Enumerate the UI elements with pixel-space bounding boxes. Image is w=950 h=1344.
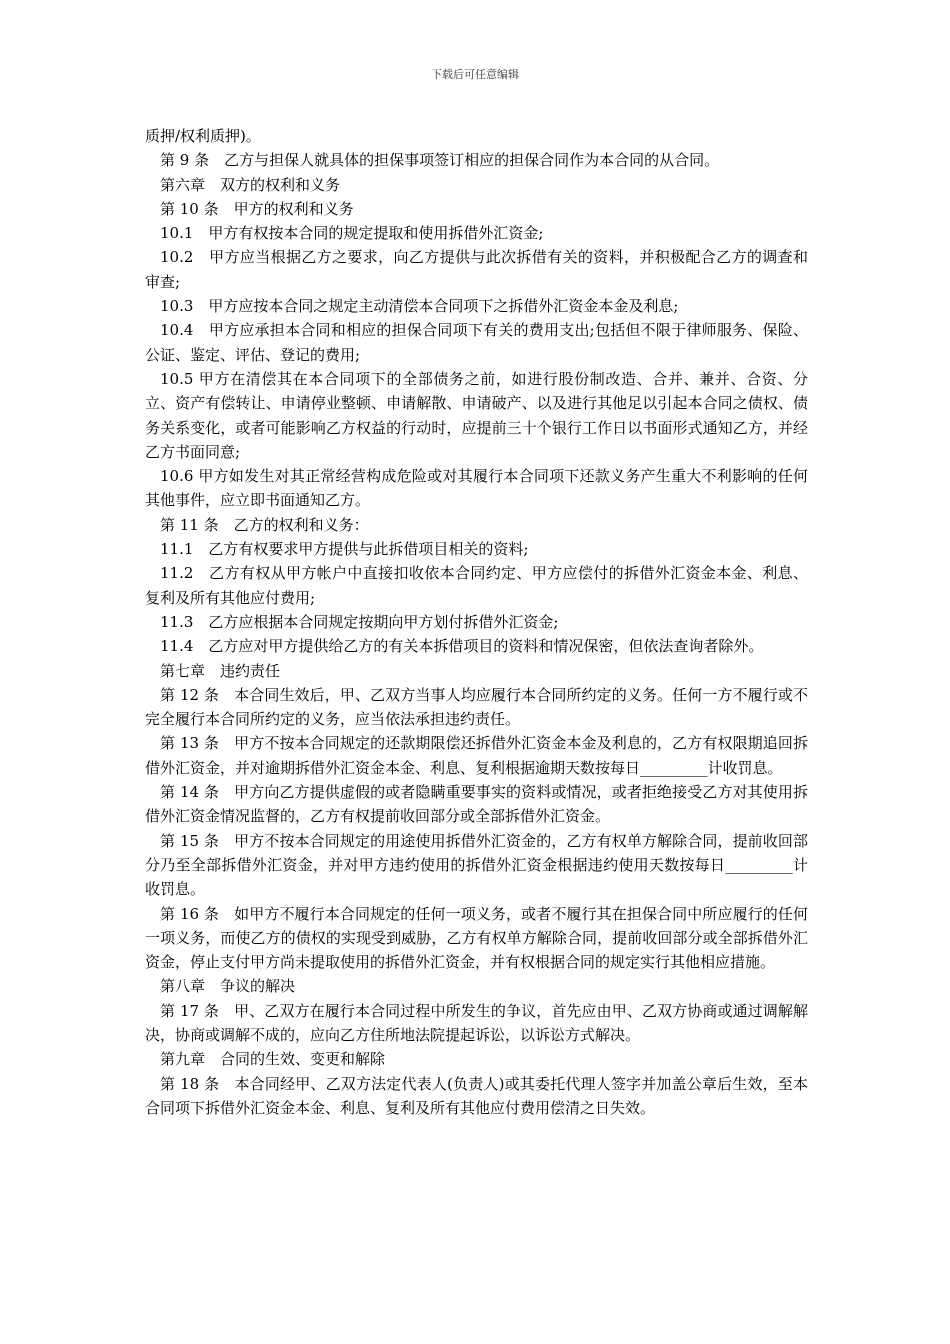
paragraph: 第九章 合同的生效、变更和解除	[160, 1050, 386, 1069]
paragraph: 10.3 甲方应按本合同之规定主动清偿本合同项下之拆借外汇资金本金及利息;	[160, 297, 679, 316]
paragraph: 第 14 条 甲方向乙方提供虚假的或者隐瞒重要事实的资料或情况，或者拒绝接受乙方对其使用拆借外汇资金情况监督的，乙方有权提前收回部分或全部拆借外汇资金。	[145, 783, 808, 826]
paragraph: 10.1 甲方有权按本合同的规定提取和使用拆借外汇资金;	[160, 224, 544, 243]
paragraph: 第 17 条 甲、乙双方在履行本合同过程中所发生的争议，首先应由甲、乙双方协商或通过调解解决，协商或调解不成的，应向乙方住所地法院提起诉讼，以诉讼方式解决。	[145, 1001, 808, 1044]
paragraph: 10.6 甲方如发生对其正常经营构成危险或对其履行本合同项下还款义务产生重大不利影响的任何其他事件，应立即书面通知乙方。	[145, 467, 808, 510]
paragraph: 第 16 条 如甲方不履行本合同规定的任何一项义务，或者不履行其在担保合同中所应履行的任何一项义务，而使乙方的债权的实现受到威胁，乙方有权单方解除合同，提前收回部分或全部拆借外汇资金，停止支付甲方尚未提取使用的拆借外汇资金，并有权根据合同的规定实行其他相应措施。	[145, 904, 808, 972]
paragraph: 第 18 条 本合同经甲、乙双方法定代表人(负责人)或其委托代理人签字并加盖公章后生效，至本合同项下拆借外汇资金本金、利息、复利及所有其他应付费用偿清之日失效。	[145, 1074, 808, 1117]
paragraph: 第六章 双方的权利和义务	[160, 175, 341, 194]
paragraph: 11.2 乙方有权从甲方帐户中直接扣收依本合同约定、甲方应偿付的拆借外汇资金本金、利息、复利及所有其他应付费用;	[145, 564, 808, 607]
paragraph: 11.4 乙方应对甲方提供给乙方的有关本拆借项目的资料和情况保密，但依法查询者除外。	[160, 637, 764, 656]
paragraph: 10.4 甲方应承担本合同和相应的担保合同项下有关的费用支出;包括但不限于律师服务、保险、公证、鉴定、评估、登记的费用;	[145, 321, 808, 364]
paragraph: 第七章 违约责任	[160, 661, 281, 680]
page-header: 下载后可任意编辑	[431, 68, 519, 81]
paragraph: 第 13 条 甲方不按本合同规定的还款期限偿还拆借外汇资金本金及利息的，乙方有权限期追回拆借外汇资金，并对逾期拆借外汇资金本金、利息、复利根据逾期天数按每日_________计收罚息。	[145, 734, 808, 777]
paragraph: 第 11 条 乙方的权利和义务：	[160, 515, 369, 534]
document-body	[145, 124, 808, 1120]
paragraph: 质押/权利质押)。	[145, 127, 261, 145]
paragraph: 第 15 条 甲方不按本合同规定的用途使用拆借外汇资金的，乙方有权单方解除合同，提前收回部分乃至全部拆借外汇资金，并对甲方违约使用的拆借外汇资金根据违约使用天数按每日_________计收罚息。	[145, 831, 808, 899]
paragraph: 第 10 条 甲方的权利和义务	[160, 199, 354, 218]
paragraph: 第 12 条 本合同生效后，甲、乙双方当事人均应履行本合同所约定的义务。任何一方不履行或不完全履行本合同所约定的义务，应当依法承担违约责任。	[145, 685, 808, 729]
paragraph: 11.1 乙方有权要求甲方提供与此拆借项目相关的资料;	[160, 540, 529, 559]
paragraph: 10.5 甲方在清偿其在本合同项下的全部债务之前，如进行股份制改造、合并、兼并、合资、分立、资产有偿转让、申请停业整顿、申请解散、申请破产、以及进行其他足以引起本合同之债权、债务关系变化，或者可能影响乙方权益的行动时，应提前三十个银行工作日以书面形式通知乙方，并经乙方书面同意;	[145, 369, 808, 461]
paragraph: 第 9 条 乙方与担保人就具体的担保事项签订相应的担保合同作为本合同的从合同。	[160, 151, 720, 170]
paragraph: 11.3 乙方应根据本合同规定按期向甲方划付拆借外汇资金;	[160, 612, 559, 631]
paragraph: 10.2 甲方应当根据乙方之要求，向乙方提供与此次拆借有关的资料，并积极配合乙方的调查和审查;	[145, 248, 808, 291]
paragraph: 第八章 争议的解决	[160, 977, 296, 996]
